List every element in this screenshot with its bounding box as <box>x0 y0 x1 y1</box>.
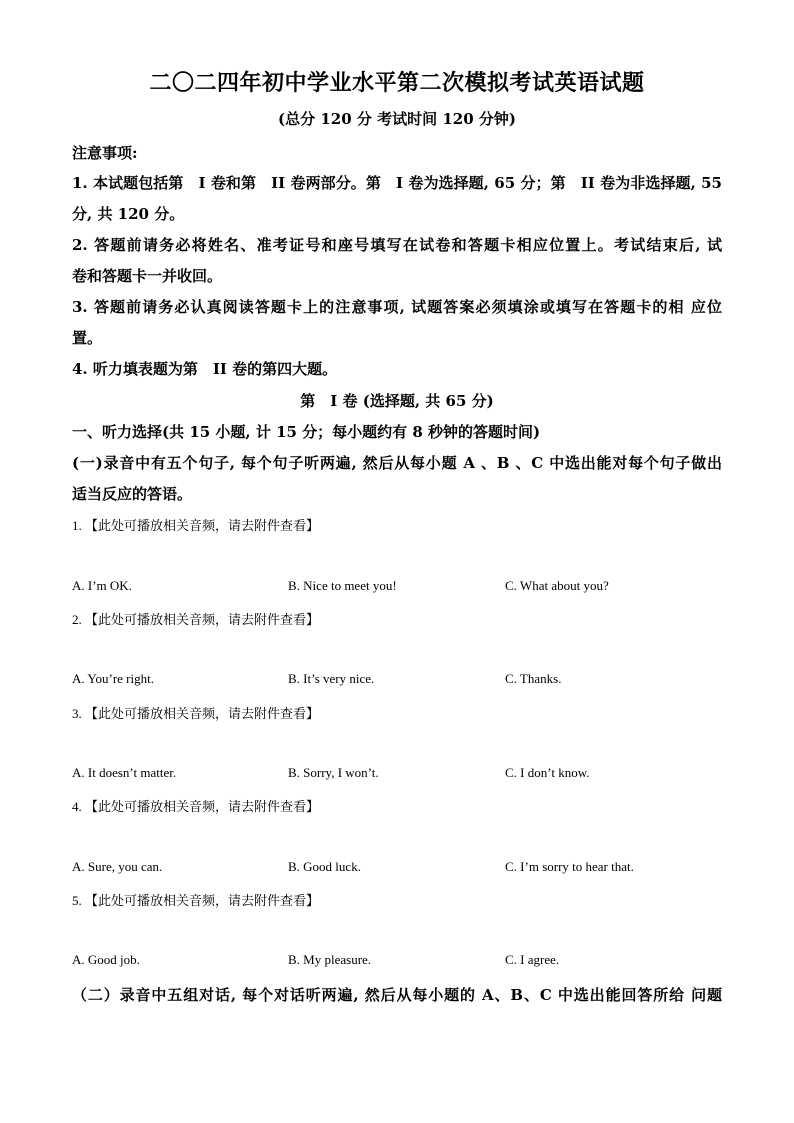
question-3-option-a: A. It doesn’t matter. <box>72 765 177 780</box>
question-1-option-a: A. I’m OK. <box>72 578 132 593</box>
question-5-label: 5. 【此处可播放相关音频，请去附件查看】 <box>72 893 320 908</box>
question-3-option-b: B. Sorry, I won’t. <box>288 765 379 780</box>
note-4: 4. 听力填表题为第 II 卷的第四大题。 <box>72 360 338 378</box>
part-1-heading: 第 I 卷 (选择题, 共 65 分) <box>300 392 494 410</box>
note-2-line-2: 卷和答题卡一并收回。 <box>72 267 223 285</box>
notes-heading: 注意事项: <box>72 144 138 162</box>
question-5-option-b: B. My pleasure. <box>288 952 372 967</box>
sub-1-line-1: (一)录音中有五个句子, 每个句子听两遍, 然后从每小题 A 、B 、C 中选出能对每个句子做出 <box>72 454 722 472</box>
question-4-option-b: B. Good luck. <box>288 859 361 874</box>
note-1-line-1: 1. 本试题包括第 I 卷和第 II 卷两部分。第 I 卷为选择题, 65 分；第 II 卷为非选择题, 55 <box>72 174 722 192</box>
question-2-option-c: C. Thanks. <box>505 671 562 686</box>
question-4-option-a: A. Sure, you can. <box>72 859 163 874</box>
question-1-option-b: B. Nice to meet you! <box>288 578 397 593</box>
question-3-option-c: C. I don’t know. <box>505 765 590 780</box>
question-4-label: 4. 【此处可播放相关音频，请去附件查看】 <box>72 799 320 814</box>
sub-1-line-2: 适当反应的答语。 <box>72 485 193 503</box>
exam-title: 二〇二四年初中学业水平第二次模拟考试英语试题 <box>149 70 645 96</box>
question-2-option-b: B. It’s very nice. <box>288 671 375 686</box>
note-2-line-1: 2. 答题前请务必将姓名、准考证号和座号填写在试卷和答题卡相应位置上。考试结束后, 试 <box>72 236 722 254</box>
question-2-label: 2. 【此处可播放相关音频，请去附件查看】 <box>72 612 320 627</box>
question-1-label: 1. 【此处可播放相关音频，请去附件查看】 <box>72 518 320 533</box>
question-5-option-a: A. Good job. <box>72 952 140 967</box>
exam-subtitle: (总分 120 分 考试时间 120 分钟) <box>278 110 516 128</box>
question-2-option-a: A. You’re right. <box>72 671 154 686</box>
question-4-option-c: C. I’m sorry to hear that. <box>505 859 634 874</box>
section-1-heading: 一、听力选择(共 15 小题, 计 15 分；每小题约有 8 秒钟的答题时间) <box>72 423 541 441</box>
question-3-label: 3. 【此处可播放相关音频，请去附件查看】 <box>72 706 320 721</box>
note-3-line-2: 置。 <box>72 329 103 347</box>
question-5-option-c: C. I agree. <box>505 952 560 967</box>
question-1-option-c: C. What about you? <box>505 578 609 593</box>
note-1-line-2: 分, 共 120 分。 <box>72 205 185 223</box>
note-3-line-1: 3. 答题前请务必认真阅读答题卡上的注意事项, 试题答案必须填涂或填写在答题卡的相 应位 <box>72 298 722 316</box>
sub-2-line-1: （二）录音中五组对话, 每个对话听两遍, 然后从每小题的 A、B、C 中选出能回答所给 问题 <box>72 986 722 1004</box>
